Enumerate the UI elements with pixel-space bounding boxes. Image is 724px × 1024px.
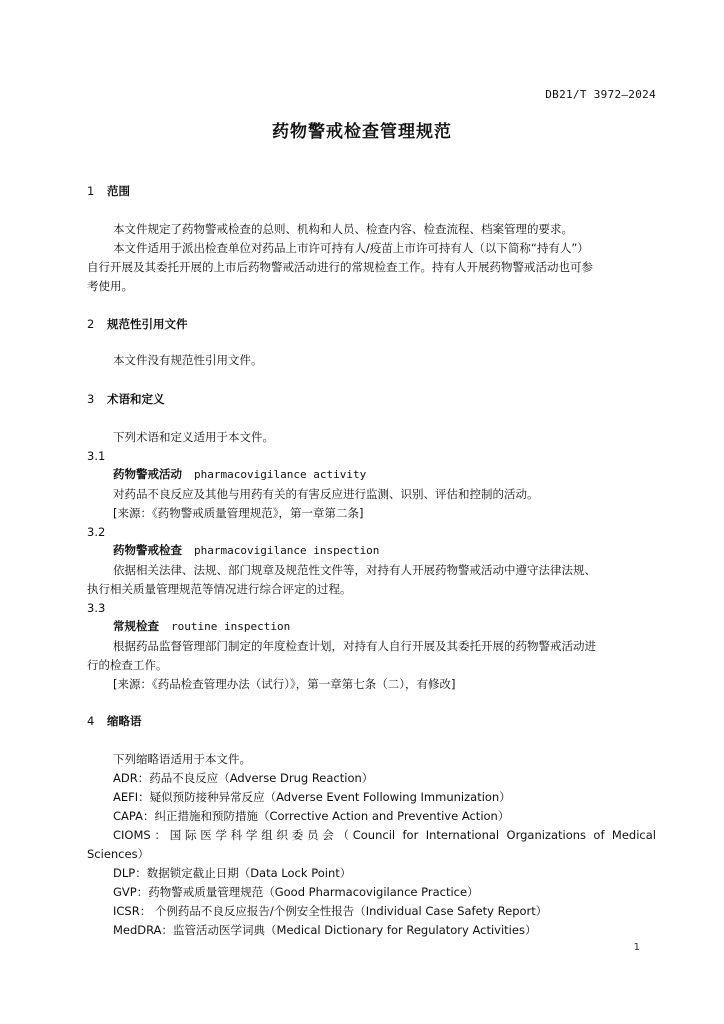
term-definition: 行的检查工作。 [87,658,168,672]
document-title: 药物警戒检查管理规范 [272,122,452,142]
paragraph: 下列术语和定义适用于本文件。 [113,430,274,444]
term-source: [来源：《药物警戒质量管理规范》，第一章第二条] [113,506,364,520]
term-number: 3.3 [87,601,106,615]
abbreviation-item: DLP：数据锁定截止日期（Data Lock Point） [113,866,352,880]
term-number: 3.2 [87,525,106,539]
abbreviation-item: CIOMS：国际医学科学组织委员会（Council for International Organizations of Medical [113,828,656,842]
term-en: routine inspection [171,620,291,633]
paragraph: 考使用。 [87,279,133,293]
section-heading-abbreviations [87,713,142,729]
term-zh: 常规检查 [113,619,159,633]
section-title: 规范性引用文件 [107,317,188,331]
abbreviation-item: AEFI：疑似预防接种异常反应（Adverse Event Following Immunization） [113,790,511,804]
section-title: 术语和定义 [107,392,165,406]
section-heading-normative-references [87,316,188,332]
section-number: 1 [87,184,95,198]
term-definition: 依据相关法律、法规、部门规章及规范性文件等，对持有人开展药物警戒活动中遵守法律法规、 [113,563,596,577]
section-number: 3 [87,392,95,406]
term-en: pharmacovigilance inspection [194,544,380,557]
term-heading [113,618,290,634]
term-heading [113,542,379,558]
abbreviation-item: GVP：药物警戒质量管理规范（Good Pharmacovigilance Practice） [113,885,479,899]
abbreviation-item: CAPA：纠正措施和预防措施（Corrective Action and Preventive Action） [113,809,510,823]
term-source: [来源：《药品检查管理办法（试行）》，第一章第七条（二），有修改] [113,677,456,691]
section-number: 4 [87,714,95,728]
term-definition: 对药品不良反应及其他与用药有关的有害反应进行监测、识别、评估和控制的活动。 [113,487,539,501]
section-title: 缩略语 [107,714,142,728]
section-heading-scope [87,183,130,199]
abbreviation-item: ADR：药品不良反应（Adverse Drug Reaction） [113,771,374,785]
paragraph: 下列缩略语适用于本文件。 [113,752,251,766]
paragraph: 本文件没有规范性引用文件。 [113,353,263,367]
term-number: 3.1 [87,449,106,463]
standard-number: DB21/T 3972—2024 [545,88,656,101]
paragraph: 本文件适用于派出检查单位对药品上市许可持有人/疫苗上市许可持有人（以下简称“持有人”） [113,241,589,255]
term-en: pharmacovigilance activity [194,468,367,481]
abbreviation-item: MedDRA：监管活动医学词典（Medical Dictionary for Regulatory Activities） [113,923,537,937]
term-definition: 根据药品监督管理部门制定的年度检查计划，对持有人自行开展及其委托开展的药物警戒活动进 [113,639,596,653]
section-heading-terms [87,391,165,407]
term-zh: 药物警戒检查 [113,543,182,557]
abbreviation-item: ICSR： 个例药品不良反应报告/个例安全性报告（Individual Case Safety Report） [113,904,548,918]
term-zh: 药物警戒活动 [113,467,182,481]
section-title: 范围 [107,184,130,198]
abbreviation-item-continued: Sciences） [87,847,150,861]
paragraph: 自行开展及其委托开展的上市后药物警戒活动进行的常规检查工作。持有人开展药物警戒活动也可参 [87,260,593,274]
page-number: 1 [633,942,640,953]
term-heading [113,466,366,482]
paragraph: 本文件规定了药物警戒检查的总则、机构和人员、检查内容、检查流程、档案管理的要求。 [113,222,573,236]
term-definition: 执行相关质量管理规范等情况进行综合评定的过程。 [87,582,352,596]
section-number: 2 [87,317,95,331]
